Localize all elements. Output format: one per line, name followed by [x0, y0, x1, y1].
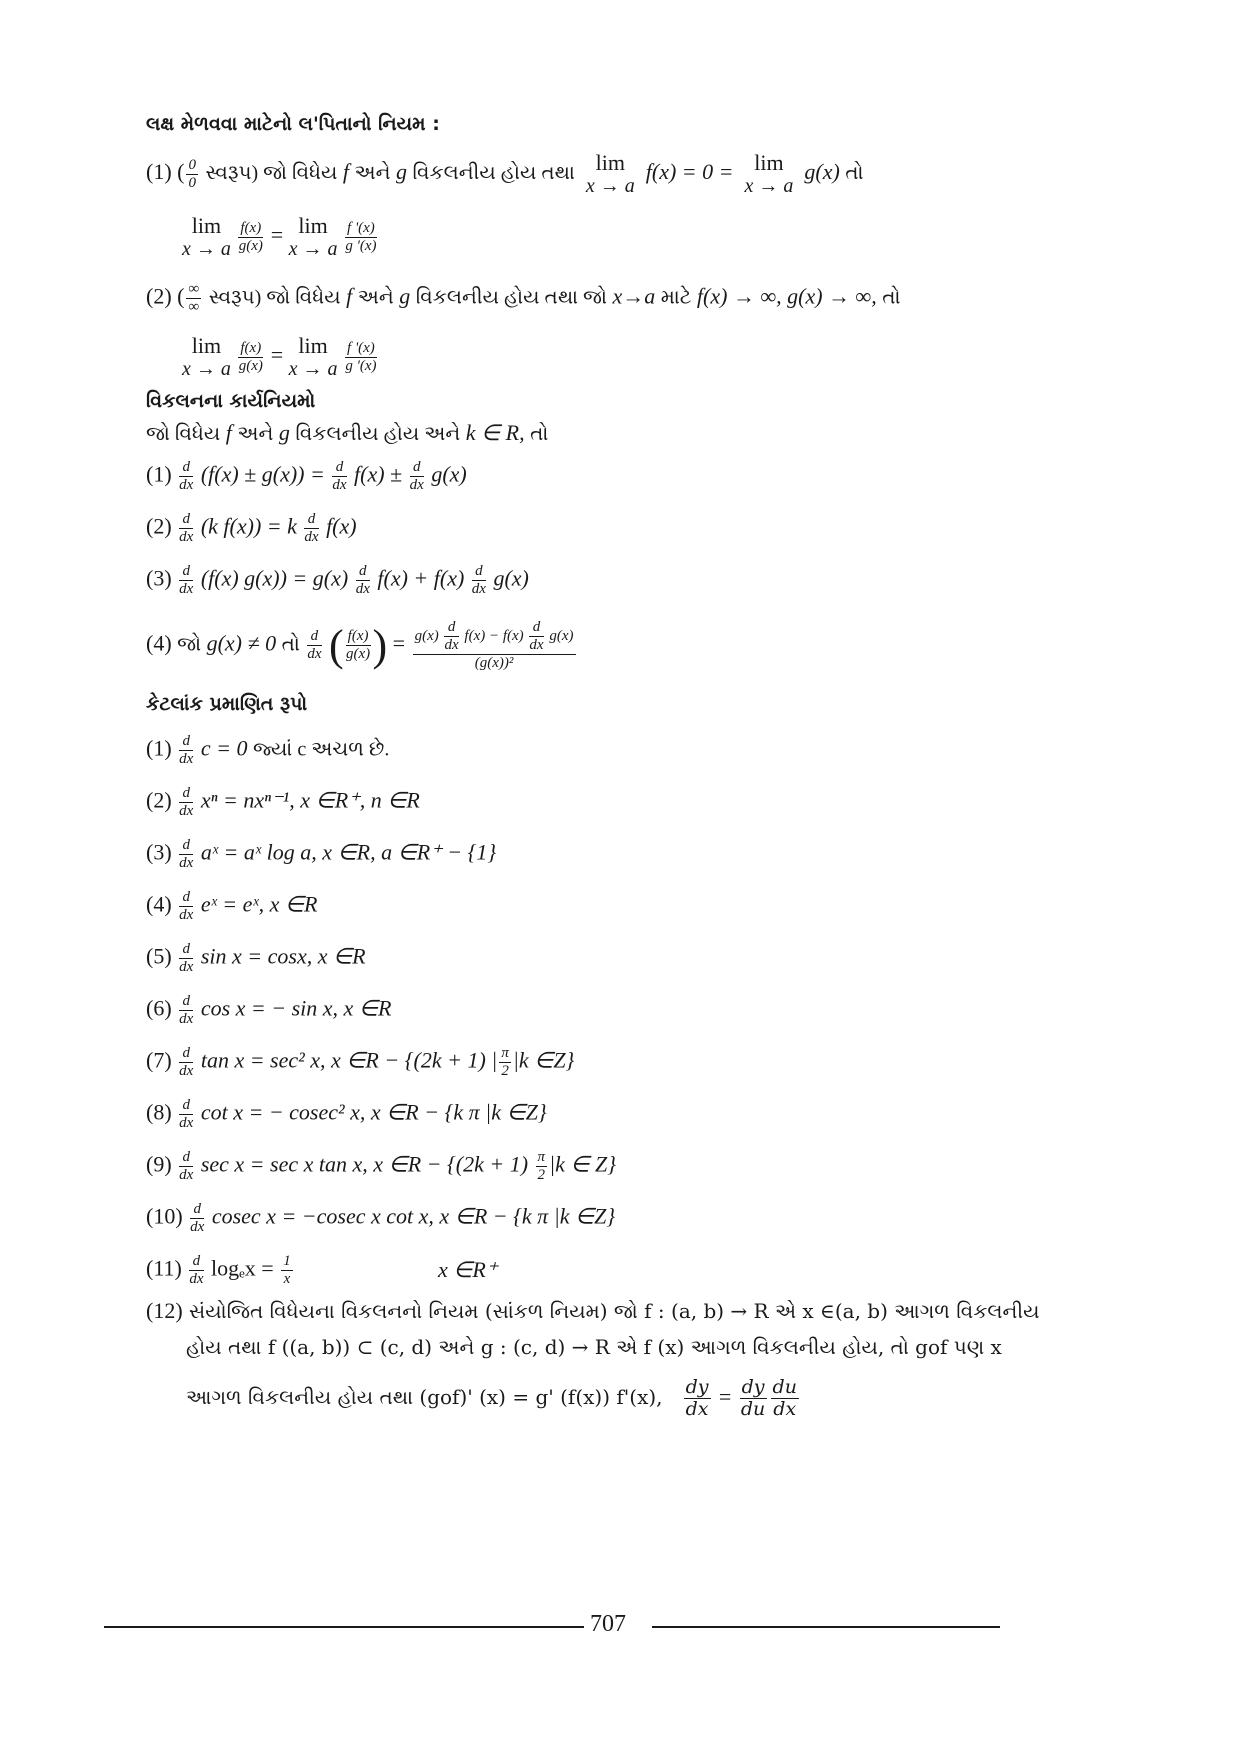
standard-form-1: (1) $\frac{d}{dx}$ c = 0 જ્યાં c અચળ છે. [146, 733, 390, 767]
standard-form-10: (10) $\frac{d}{dx}$ cosec x = −cosec x cot x, x ∈R − {k π |k ∈Z} [146, 1201, 616, 1235]
heading-lhopital-rule: લક્ષ મેળવવા માટેનો લ'પિતાનો નિયમ : [146, 113, 440, 135]
heading-differentiation-rules: વિકલનના કાર્યનિયમો [146, 390, 316, 412]
standard-form-9: (9) $\frac{d}{dx}$ sec x = sec x tan x, x ∈R − {(2k + 1) $\frac{\pi}{2}$ |k ∈ Z} [146, 1149, 617, 1183]
standard-form-11: (11) $\frac{d}{dx}$ logₑx = $\frac{1}{x}$ [146, 1253, 291, 1287]
rule2-line: (2) ( $\frac{\infty}{\infty}$ સ્વરૂપ) જો વિધેય f અને g વિકલનીય હોય તથા જો x→a માટે f(x) → ∞, g(x) → ∞, તો [146, 281, 901, 315]
chain-rule-line-3: આગળ વિકલનીય હોય તથા (gof)' (x) = g' (f(x)) f'(x), $\frac{dy}{dx}$ = $\frac{dy}{du}$ $\frac{du}{dx}$ [186, 1376, 797, 1420]
standard-form-6: (6) $\frac{d}{dx}$ cos x = − sin x, x ∈R [146, 993, 392, 1027]
chain-rule-line-1: (12) સંયોજિત વિધેયના વિકલનનો નિયમ (સાંકળ નિયમ) જો f : (a, b) → R એ x ∈(a, b) આગળ વિકલનીય [146, 1298, 1040, 1323]
standard-form-7: (7) $\frac{d}{dx}$ tan x = sec² x, x ∈R − {(2k + 1) | $\frac{\pi}{2}$ |k ∈Z} [146, 1045, 575, 1079]
chain-rule-line-2: હોય તથા f ((a, b)) ⊂ (c, d) અને g : (c, d) → R એ f (x) આગળ વિકલનીય હોય, તો gof પણ x [186, 1335, 1002, 1359]
section2-intro: જો વિધેય f અને g વિકલનીય હોય અને k ∈ R, તો [146, 420, 549, 445]
quotient-numerator: g(x) $\frac{d}{dx}$ f(x) − f(x) $\frac{d}{dx}$ g(x) [414, 619, 574, 653]
diff-rule-2: (2) $\frac{d}{dx}$ (k f(x)) = k $\frac{d}{dx}$ f(x) [146, 511, 357, 545]
standard-form-5: (5) $\frac{d}{dx}$ sin x = cosx, x ∈R [146, 941, 366, 975]
page-number: 707 [590, 1611, 626, 1637]
rule1-number: (1) [146, 159, 172, 185]
rule1-formula: lim x → a $\frac{f(x)}{g(x)}$ = lim x → a $\frac{f '(x)}{g '(x)}$ [182, 213, 377, 261]
footer-rule-right [652, 1626, 1000, 1628]
standard-form-8: (8) $\frac{d}{dx}$ cot x = − cosec² x, x ∈R − {k π |k ∈Z} [146, 1097, 547, 1131]
standard-form-2: (2) $\frac{d}{dx}$ xⁿ = nxⁿ⁻¹, x ∈R⁺, n ∈R [146, 785, 420, 819]
rule2-number: (2) [146, 283, 172, 309]
standard-form-4: (4) $\frac{d}{dx}$ eˣ = eˣ, x ∈R [146, 889, 318, 923]
standard-form-3: (3) $\frac{d}{dx}$ aˣ = aˣ log a, x ∈R, a ∈R⁺ − {1} [146, 837, 497, 871]
diff-rule-4: (4) જો g(x) ≠ 0 તો $\frac{d}{dx}$ ( $\frac{f(x)}{g(x)}$ ) = g(x) $\frac{d}{dx}$ f(x) − f(x) $\frac{d}{dx}$ g(x) (g(x))² [146, 619, 574, 671]
rule1-line: (1) ( $\frac{0}{0}$ સ્વરૂપ) જો વિધેય f અને g વિકલનીય હોય તથા lim x → a f(x) = 0 = lim x → a g(x) તો [146, 150, 864, 198]
diff-rule-1: (1) $\frac{d}{dx}$ (f(x) ± g(x)) = $\frac{d}{dx}$ f(x) ± $\frac{d}{dx}$ g(x) [146, 459, 467, 493]
heading-standard-forms: કેટલાંક પ્રમાણિત રૂપો [146, 693, 308, 715]
rule2-formula: lim x → a $\frac{f(x)}{g(x)}$ = lim x → a $\frac{f '(x)}{g '(x)}$ [182, 333, 377, 381]
quotient-denominator: (g(x))² [474, 655, 514, 671]
standard-form-11-domain: x ∈R⁺ [438, 1257, 498, 1282]
footer-rule-left [104, 1626, 584, 1628]
diff-rule-3: (3) $\frac{d}{dx}$ (f(x) g(x)) = g(x) $\frac{d}{dx}$ f(x) + f(x) $\frac{d}{dx}$ g(x) [146, 563, 529, 597]
